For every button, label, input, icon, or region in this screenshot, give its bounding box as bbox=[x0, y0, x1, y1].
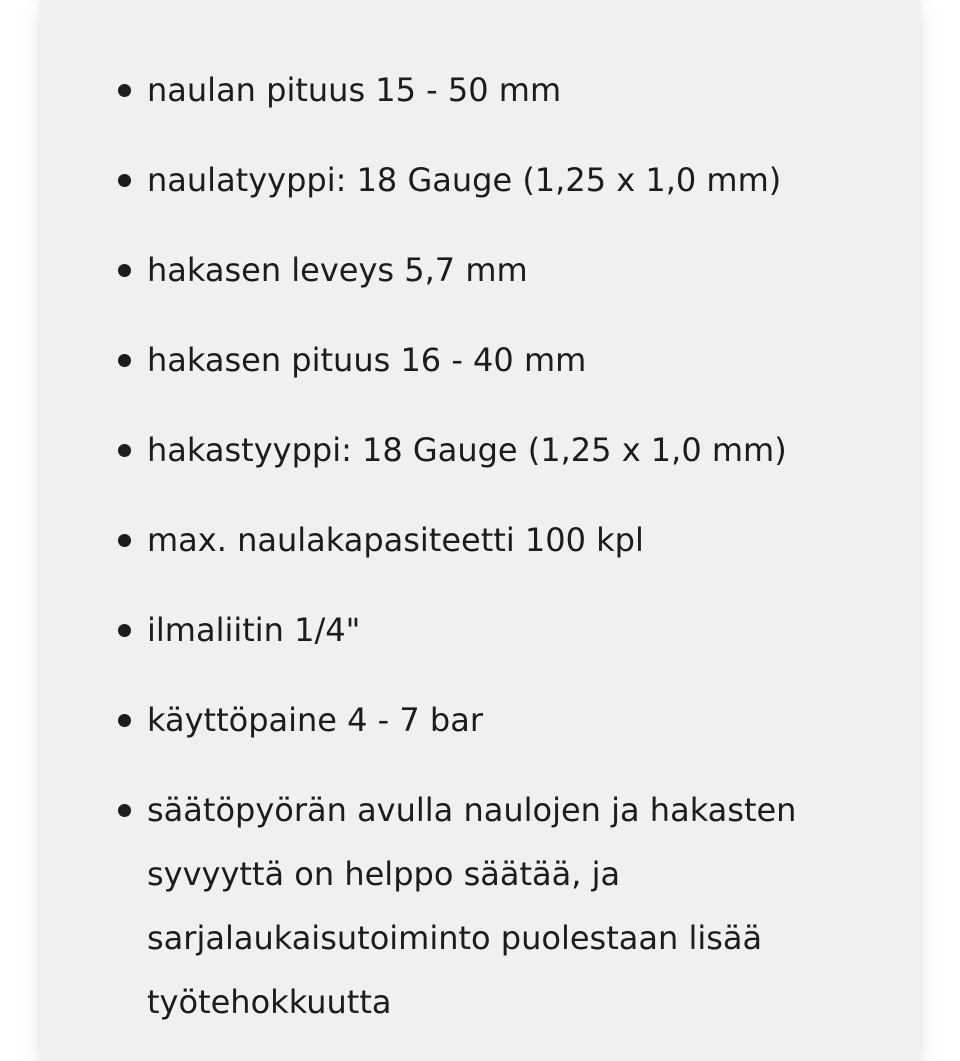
bullet-icon bbox=[118, 714, 131, 727]
bullet-icon bbox=[118, 444, 131, 457]
spec-item-staple-type bbox=[40, 418, 920, 482]
bullet-icon bbox=[118, 624, 131, 637]
bullet-icon bbox=[118, 264, 131, 277]
spec-text: max. naulakapasiteetti 100 kpl bbox=[147, 521, 644, 559]
bullet-icon bbox=[118, 84, 131, 97]
spec-item-depth-adjustment bbox=[40, 778, 920, 1034]
spec-text: hakasen leveys 5,7 mm bbox=[147, 251, 528, 289]
spec-text: naulan pituus 15 - 50 mm bbox=[147, 71, 562, 109]
spec-list bbox=[40, 0, 920, 1034]
spec-item-air-inlet bbox=[40, 598, 920, 662]
spec-item-magazine-capacity bbox=[40, 508, 920, 572]
product-specs-panel bbox=[40, 0, 920, 1061]
bullet-icon bbox=[118, 534, 131, 547]
spec-text: säätöpyörän avulla naulojen ja hakasten syvyyttä on helppo säätää, ja sarjalaukaisutoiminto puolestaan lisää työtehokkuutta bbox=[147, 791, 797, 1021]
bullet-icon bbox=[118, 804, 131, 817]
spec-text: naulatyyppi: 18 Gauge (1,25 x 1,0 mm) bbox=[147, 161, 782, 199]
spec-text: käyttöpaine 4 - 7 bar bbox=[147, 701, 483, 739]
bullet-icon bbox=[118, 174, 131, 187]
spec-text: ilmaliitin 1/4" bbox=[147, 611, 361, 649]
spec-item-nail-type bbox=[40, 148, 920, 212]
spec-item-operating-pressure bbox=[40, 688, 920, 752]
spec-item-staple-length bbox=[40, 328, 920, 392]
spec-text: hakasen pituus 16 - 40 mm bbox=[147, 341, 587, 379]
bullet-icon bbox=[118, 354, 131, 367]
spec-item-nail-length bbox=[40, 58, 920, 122]
spec-text: hakastyyppi: 18 Gauge (1,25 x 1,0 mm) bbox=[147, 431, 787, 469]
spec-item-staple-width bbox=[40, 238, 920, 302]
